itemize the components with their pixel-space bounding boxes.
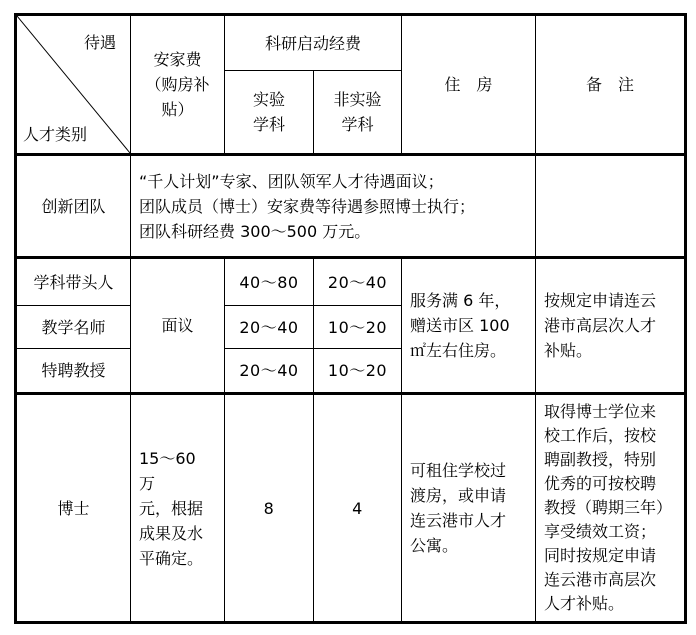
category-discipline-leader: 学科带头人 — [16, 258, 131, 306]
row-innovation-team — [16, 155, 686, 258]
doctor-remarks-line: 聘副教授，特别 — [544, 450, 657, 469]
doctor-remarks-line: 取得博士学位来 — [544, 402, 657, 421]
group-remarks-line: 港市高层次人才 — [544, 316, 657, 335]
innovation-team-line: “千人计划”专家、团队领军人才待遇面议； — [139, 171, 444, 191]
group-housing-line: ㎡左右住房。 — [410, 341, 507, 360]
category-innovation-team: 创新团队 — [16, 155, 131, 258]
doctor-anjia-line: 平确定。 — [139, 548, 204, 568]
doctor-remarks-cell — [536, 394, 686, 623]
header-remarks-label: 备 注 — [586, 75, 635, 94]
teaching-master-lab: 20～40 — [225, 306, 314, 349]
category-doctor: 博士 — [16, 394, 131, 623]
header-remarks-cell — [536, 15, 686, 155]
innovation-team-line: 团队成员（博士）安家费等待遇参照博士执行； — [139, 196, 476, 216]
doctor-remarks-line: 连云港市高层次 — [544, 570, 657, 589]
doctor-anjia-line: 元，根据 — [139, 498, 204, 518]
doctor-anjia-line: 成果及水 — [139, 523, 204, 543]
discipline-leader-lab: 40～80 — [225, 258, 314, 306]
doctor-housing-line: 连云港市人才 — [410, 511, 507, 530]
doctor-housing-line: 可租住学校过 — [410, 461, 507, 480]
doctor-lab: 8 — [225, 394, 314, 623]
group-anjia-cell: 面议 — [131, 258, 225, 394]
header-anjia-line: 贴） — [161, 100, 194, 119]
header-anjia-line: 安家费 — [153, 50, 202, 69]
category-distinguished-professor: 特聘教授 — [16, 349, 131, 394]
diagonal-header-cell — [16, 15, 131, 155]
doctor-anjia-line: 15～60 万 — [139, 448, 196, 493]
talent-benefits-table-container — [14, 13, 684, 621]
talent-benefits-table — [14, 13, 687, 624]
doctor-nonlab: 4 — [314, 394, 402, 623]
doctor-remarks-line: 优秀的可按校聘 — [544, 474, 657, 493]
doctor-housing-line: 渡房，或申请 — [410, 486, 507, 505]
doctor-anjia-cell — [131, 394, 225, 623]
header-lab-cell — [225, 71, 314, 155]
group-housing-cell — [402, 258, 536, 394]
innovation-team-description — [131, 155, 536, 258]
group-housing-line: 服务满 6 年， — [410, 291, 511, 310]
header-keyan-cell: 科研启动经费 — [225, 15, 402, 71]
doctor-housing-line: 公寓。 — [410, 536, 459, 555]
teaching-master-nonlab: 10～20 — [314, 306, 402, 349]
diagonal-header-benefit: 待遇 — [83, 33, 116, 52]
header-nonlab-line: 学科 — [341, 115, 374, 134]
header-lab-line: 实验 — [252, 90, 285, 109]
doctor-remarks-line: 教授（聘期三年） — [544, 498, 673, 517]
header-housing-cell — [402, 15, 536, 155]
header-nonlab-line: 非实验 — [333, 90, 382, 109]
doctor-remarks-line: 享受绩效工资； — [544, 522, 657, 541]
distinguished-professor-lab: 20～40 — [225, 349, 314, 394]
innovation-team-remarks — [536, 155, 686, 258]
header-lab-line: 学科 — [252, 115, 285, 134]
group-remarks-cell — [536, 258, 686, 394]
group-remarks-line: 补贴。 — [544, 341, 593, 360]
doctor-remarks-line: 人才补贴。 — [544, 594, 625, 613]
innovation-team-line: 团队科研经费 300～500 万元。 — [139, 221, 371, 241]
header-anjia-cell — [131, 15, 225, 155]
category-teaching-master: 教学名师 — [16, 306, 131, 349]
diagonal-header-category: 人才类别 — [23, 125, 88, 144]
header-row-1 — [16, 15, 686, 71]
discipline-leader-nonlab: 20～40 — [314, 258, 402, 306]
doctor-remarks-line: 校工作后，按校 — [544, 426, 657, 445]
doctor-remarks-line: 同时按规定申请 — [544, 546, 657, 565]
distinguished-professor-nonlab: 10～20 — [314, 349, 402, 394]
header-nonlab-cell — [314, 71, 402, 155]
header-anjia-line: （购房补 — [145, 75, 210, 94]
group-remarks-line: 按规定申请连云 — [544, 291, 657, 310]
header-housing-label: 住 房 — [444, 75, 493, 94]
doctor-housing-cell — [402, 394, 536, 623]
group-housing-line: 赠送市区 100 — [410, 316, 510, 335]
row-doctor — [16, 394, 686, 623]
row-discipline-leader — [16, 258, 686, 306]
